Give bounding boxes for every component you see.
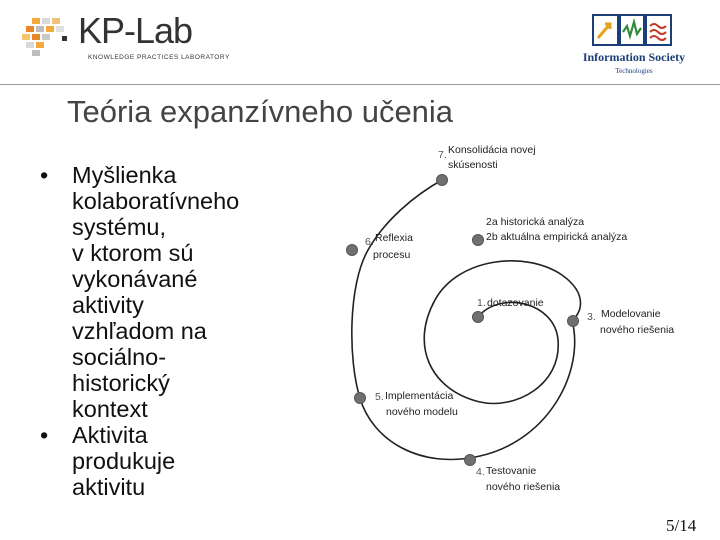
bullet-line: kolaboratívneho — [72, 188, 240, 214]
bullet-line: systému, — [72, 214, 167, 240]
step-number: 7. — [438, 149, 447, 161]
page-number: 5/14 — [666, 516, 697, 535]
bullet-line: Myšlienka — [72, 162, 177, 188]
step-number: 5. — [375, 391, 384, 403]
step-text: 2b aktuálna empirická analýza — [486, 231, 628, 243]
step-label-6 — [365, 232, 413, 261]
step-number: 4. — [476, 466, 485, 478]
step-node-6 — [347, 245, 358, 256]
bullet-line: vzhľadom na — [72, 318, 207, 344]
information-society-name: Information Society — [582, 50, 686, 64]
bullet-line: sociálno- — [72, 344, 167, 370]
bullet-line: Aktivita — [72, 422, 148, 448]
bullet-line: produkuje — [72, 448, 176, 474]
step-text: Testovanie — [486, 465, 537, 477]
bullet-item — [40, 162, 300, 422]
step-label-7 — [438, 144, 536, 171]
information-society-logo-icon — [592, 14, 672, 46]
step-label-2 — [486, 216, 627, 243]
step-label-4 — [476, 465, 560, 493]
bullet-marker: • — [40, 422, 49, 448]
step-text: 2a historická analýza — [486, 216, 585, 228]
information-society-logo — [578, 14, 690, 84]
expansive-learning-cycle-diagram — [300, 140, 720, 510]
step-text: procesu — [373, 249, 411, 261]
step-label-5 — [375, 390, 458, 418]
kp-lab-tagline: KNOWLEDGE PRACTICES LABORATORY — [88, 54, 230, 61]
bullet-line: historický — [72, 370, 170, 396]
kp-lab-logo-mark-icon — [22, 16, 70, 58]
step-text: dotazovanie — [487, 297, 544, 309]
bullet-marker: • — [40, 162, 49, 188]
step-label-3 — [587, 308, 674, 336]
step-text: Implementácia — [385, 390, 454, 402]
kp-lab-logo — [22, 10, 230, 66]
step-text: nového riešenia — [486, 481, 561, 493]
step-text: nového riešenia — [600, 324, 675, 336]
bullet-line: v ktorom sú — [72, 240, 194, 266]
bullet-line: aktivitu — [72, 474, 146, 500]
step-number: 1. — [477, 297, 486, 309]
step-node-5 — [355, 393, 366, 404]
slide-title: Teória expanzívneho učenia — [67, 94, 454, 129]
bullet-line: vykonávané — [72, 266, 198, 292]
step-node-2 — [473, 235, 484, 246]
bullet-item — [40, 422, 300, 500]
step-text: Konsolidácia novej — [448, 144, 536, 156]
step-number: 3. — [587, 311, 596, 323]
kp-lab-wordmark: KP-Lab — [78, 10, 193, 51]
step-text: skúsenosti — [448, 159, 498, 171]
step-text: Reflexia — [375, 232, 413, 244]
step-node-7 — [437, 175, 448, 186]
step-node-4 — [465, 455, 476, 466]
header-divider — [0, 84, 720, 85]
step-number: 6. — [365, 236, 374, 248]
bullet-line: kontext — [72, 396, 148, 422]
step-label-1 — [477, 297, 544, 309]
bullet-line: aktivity — [72, 292, 144, 318]
step-text: nového modelu — [386, 406, 458, 418]
step-node-1 — [473, 312, 484, 323]
step-node-3 — [568, 316, 579, 327]
step-text: Modelovanie — [601, 308, 661, 320]
bullet-list — [40, 162, 300, 500]
information-society-sub: Technologies — [615, 67, 653, 75]
